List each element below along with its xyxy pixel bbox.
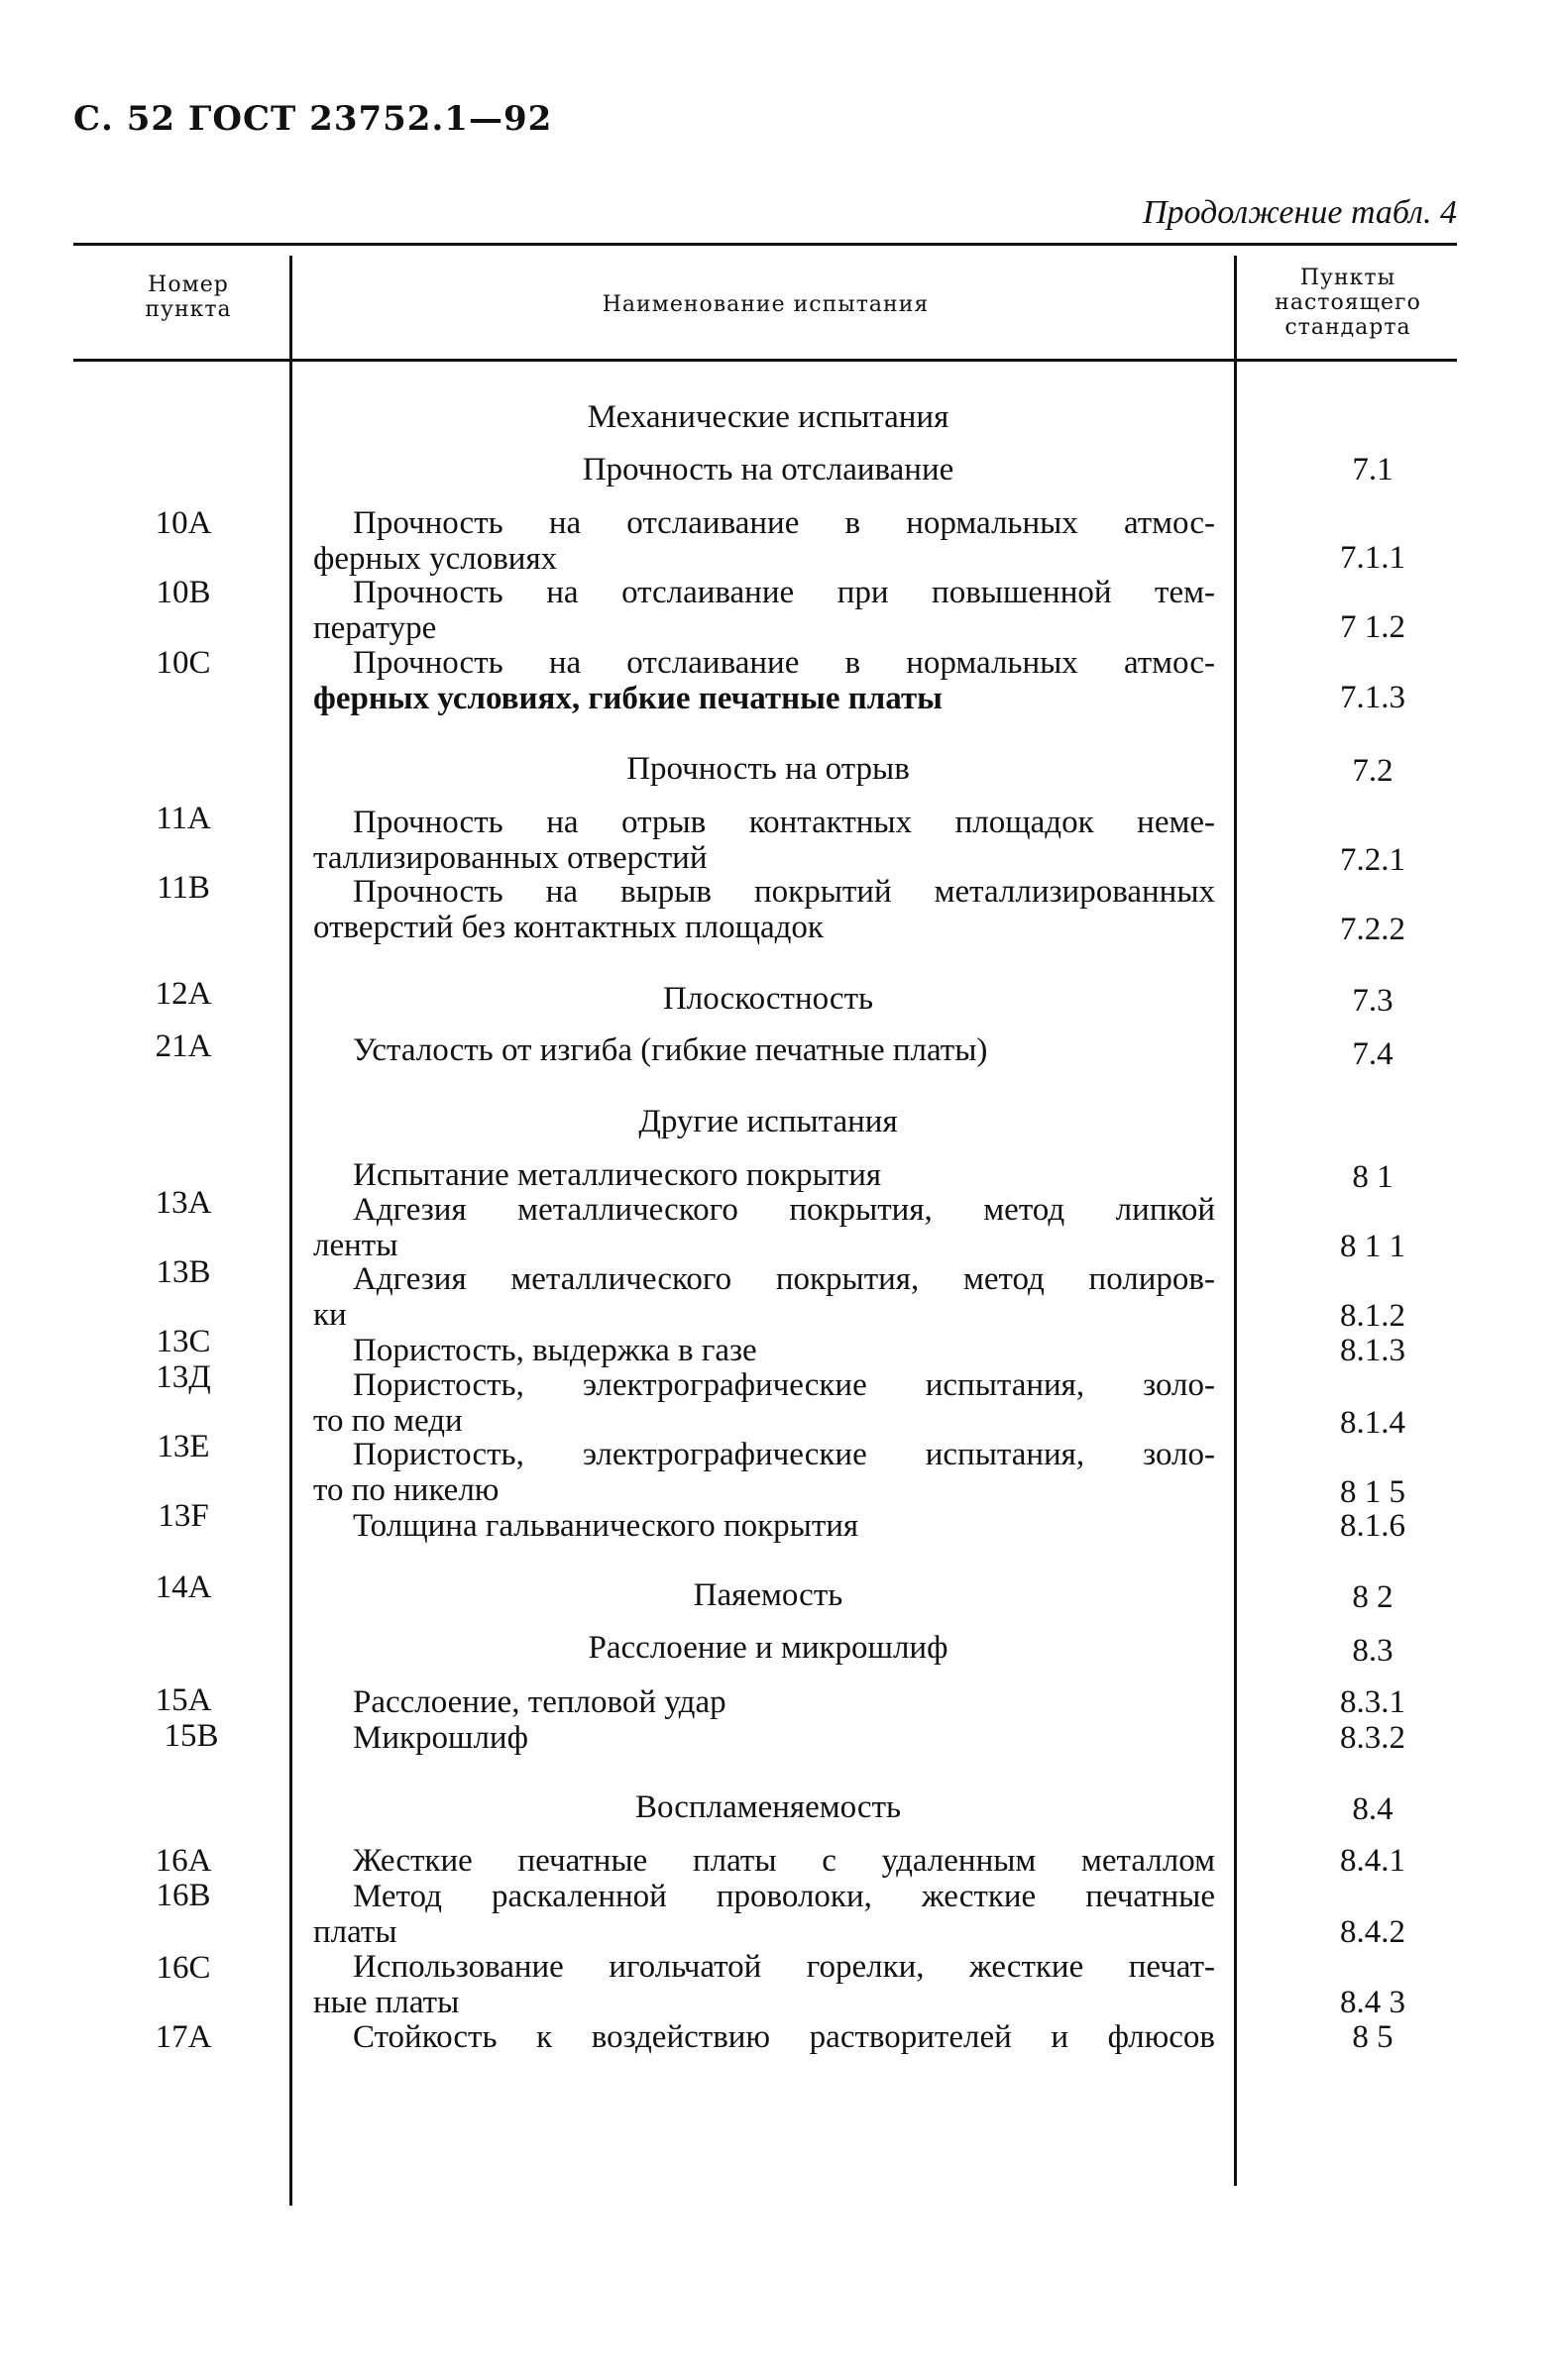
row-number: 10В: [156, 575, 211, 610]
row-clause: 8.4.1: [1340, 1843, 1405, 1879]
header-test-name: Наименование испытания: [602, 292, 930, 317]
test-name: Прочность на отслаивание в нормальных атмос- ферных условиях: [313, 505, 1215, 577]
section-title: Другие испытания: [638, 1104, 898, 1139]
column-divider-left: [289, 256, 292, 2206]
test-name: Пористость, электрографические испытания, золо- то по меди: [313, 1367, 1215, 1439]
page-header: С. 52 ГОСТ 23752.1—92: [73, 99, 553, 139]
test-name: Прочность на отслаивание при повышенной тем- пературе: [313, 575, 1215, 646]
test-name: Адгезия металлического покрытия, метод липкой ленты: [313, 1192, 1215, 1263]
row-number: 13С: [156, 1324, 211, 1359]
row-clause: 7 1.2: [1340, 609, 1405, 645]
row-number: 13В: [156, 1254, 211, 1290]
row-clause: 8.4.2: [1340, 1914, 1405, 1950]
test-name: Пористость, электрографические испытания, золо- то по никелю: [313, 1437, 1215, 1508]
row-clause: 7.4: [1352, 1036, 1393, 1072]
test-name: Стойкость к воздействию растворителей и флюсов: [353, 2019, 1215, 2055]
table-continuation-label: Продолжение табл. 4: [1142, 194, 1457, 231]
row-number: 11В: [157, 870, 210, 906]
section-clause: 8.4: [1352, 1791, 1393, 1827]
test-name: Прочность на отрыв контактных площадок неме- таллизированных отверстий: [313, 805, 1215, 876]
row-clause: 8 1 1: [1340, 1229, 1405, 1264]
row-number: 13Е: [157, 1429, 210, 1464]
test-name: Испытание металлического покрытия: [353, 1157, 882, 1193]
test-name: Пористость, выдержка в газе: [353, 1333, 757, 1368]
row-clause: 8 1 5: [1340, 1474, 1405, 1510]
header-item-number: Номер пункта: [145, 272, 232, 322]
row-clause: 7.2.2: [1340, 912, 1405, 947]
row-clause: 8.3.2: [1340, 1720, 1405, 1756]
row-number: 15А: [155, 1682, 212, 1718]
section-clause: 7.3: [1352, 983, 1393, 1019]
test-name: Метод раскаленной проволоки, жесткие печатные платы: [313, 1879, 1215, 1950]
section-clause: 8 2: [1352, 1579, 1393, 1615]
test-name: Усталость от изгиба (гибкие печатные платы): [353, 1032, 988, 1068]
row-clause: 8.1.3: [1340, 1333, 1405, 1368]
row-number: 13F: [158, 1498, 209, 1534]
test-name: Прочность на отслаивание в нормальных атмос- ферных условиях, гибкие печатные платы: [313, 645, 1215, 716]
test-name: Расслоение, тепловой удар: [353, 1684, 726, 1720]
row-number: 11А: [156, 801, 211, 836]
table-header-rule: [73, 359, 1457, 362]
row-clause: 8.3.1: [1340, 1684, 1405, 1720]
row-clause: 8 5: [1352, 2019, 1393, 2055]
section-title: Расслоение и микрошлиф: [588, 1630, 948, 1666]
row-clause: 7.1.3: [1340, 680, 1405, 715]
section-title: Прочность на отслаивание: [582, 452, 954, 487]
row-clause: 8.4 3: [1340, 1985, 1405, 2020]
test-name: Толщина гальванического покрытия: [353, 1508, 859, 1544]
column-divider-right: [1234, 256, 1237, 2186]
section-clause: 7.1: [1352, 452, 1393, 487]
row-clause: 8.1.2: [1340, 1298, 1405, 1334]
section-title: Паяемость: [693, 1577, 843, 1613]
row-number: 16С: [156, 1950, 211, 1986]
section-title: Воспламеняемость: [634, 1789, 902, 1825]
header-clauses: Пункты настоящего стандарта: [1275, 266, 1421, 340]
section-clause: 7.2: [1352, 753, 1393, 789]
row-clause: 8.1.4: [1340, 1405, 1405, 1441]
row-number: 14А: [155, 1569, 212, 1605]
row-number: 16А: [155, 1843, 212, 1879]
test-name: Прочность на вырыв покрытий металлизированных отверстий без контактных площадок: [313, 874, 1215, 945]
row-number: 13Д: [156, 1359, 211, 1395]
row-number: 10С: [156, 645, 211, 681]
section-title: Механические испытания: [587, 399, 949, 435]
section-clause: 8.3: [1352, 1633, 1393, 1669]
test-name: Микрошлиф: [353, 1720, 528, 1756]
row-number: 13А: [155, 1185, 212, 1221]
row-number: 16В: [156, 1878, 211, 1913]
row-number: 10А: [155, 505, 212, 541]
row-clause: 7.2.1: [1340, 842, 1405, 878]
table-top-rule: [73, 243, 1457, 246]
row-clause: 8.1.6: [1340, 1508, 1405, 1544]
test-name: Жесткие печатные платы с удаленным металлом: [353, 1843, 1215, 1879]
row-clause: 7.1.1: [1340, 540, 1405, 576]
row-number: 12А: [155, 976, 212, 1012]
row-number: 17А: [155, 2019, 212, 2055]
section-title: Прочность на отрыв: [626, 751, 910, 787]
test-name: Адгезия металлического покрытия, метод полиров- ки: [313, 1261, 1215, 1333]
row-clause: 8 1: [1352, 1159, 1393, 1195]
test-name: Использование игольчатой горелки, жесткие печат- ные платы: [313, 1949, 1215, 2020]
row-number: 21А: [155, 1028, 212, 1064]
section-title: Плоскостность: [662, 981, 874, 1017]
row-number: 15В: [164, 1718, 219, 1754]
